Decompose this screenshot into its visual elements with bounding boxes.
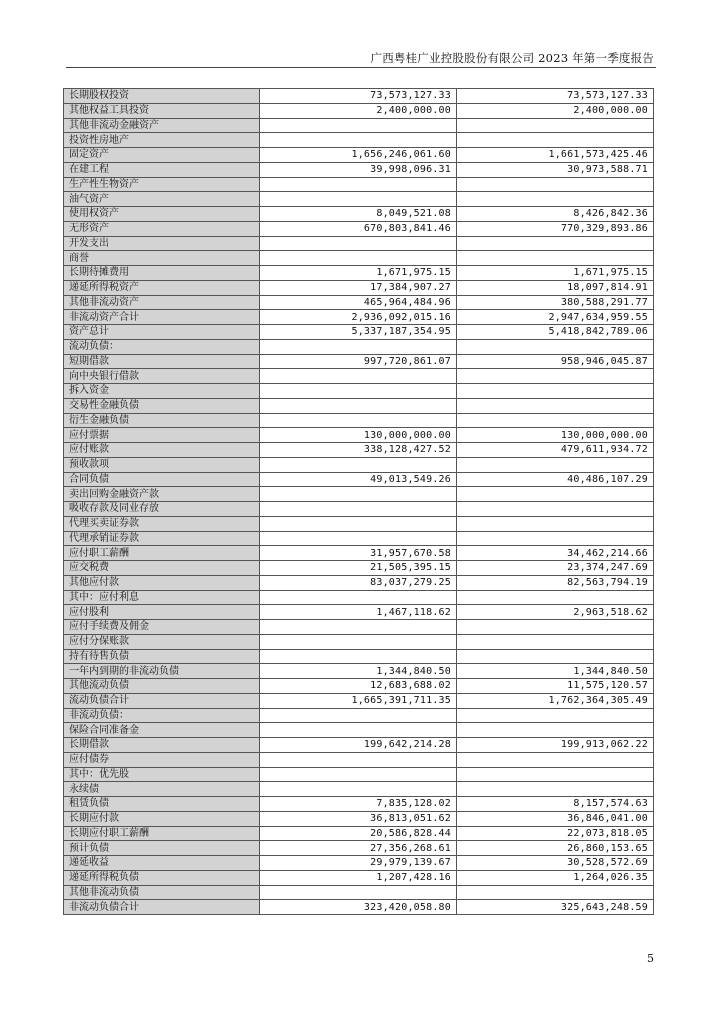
row-label: 其他流动负债	[64, 679, 260, 694]
row-label: 其他应付款	[64, 575, 260, 590]
table-row	[64, 679, 654, 694]
table-row	[64, 103, 654, 118]
prior-period-value	[457, 620, 654, 635]
row-label: 其他非流动金融资产	[64, 118, 260, 133]
row-label: 其他权益工具投资	[64, 103, 260, 118]
row-label: 开发支出	[64, 236, 260, 251]
current-period-value: 465,964,484.96	[260, 295, 457, 310]
table-row	[64, 162, 654, 177]
table-row	[64, 280, 654, 295]
current-period-value: 1,665,391,711.35	[260, 693, 457, 708]
prior-period-value	[457, 118, 654, 133]
current-period-value: 36,813,051.62	[260, 811, 457, 826]
current-period-value	[260, 634, 457, 649]
prior-period-value: 5,418,842,789.06	[457, 325, 654, 340]
row-label: 预收款项	[64, 457, 260, 472]
table-row	[64, 738, 654, 753]
row-label: 递延所得税资产	[64, 280, 260, 295]
table-row	[64, 236, 654, 251]
row-label: 应交税费	[64, 561, 260, 576]
prior-period-value	[457, 634, 654, 649]
prior-period-value: 34,462,214.66	[457, 546, 654, 561]
current-period-value	[260, 177, 457, 192]
table-row	[64, 354, 654, 369]
prior-period-value: 1,762,364,305.49	[457, 693, 654, 708]
prior-period-value: 30,528,572.69	[457, 856, 654, 871]
prior-period-value	[457, 723, 654, 738]
prior-period-value: 479,611,934.72	[457, 443, 654, 458]
prior-period-value: 2,963,518.62	[457, 605, 654, 620]
table-row	[64, 782, 654, 797]
prior-period-value	[457, 531, 654, 546]
row-label: 应付债券	[64, 752, 260, 767]
row-label: 应付职工薪酬	[64, 546, 260, 561]
current-period-value: 2,400,000.00	[260, 103, 457, 118]
prior-period-value	[457, 708, 654, 723]
current-period-value: 83,037,279.25	[260, 575, 457, 590]
row-label: 其中：应付利息	[64, 590, 260, 605]
prior-period-value	[457, 251, 654, 266]
row-label: 交易性金融负债	[64, 398, 260, 413]
current-period-value	[260, 767, 457, 782]
table-row	[64, 148, 654, 163]
current-period-value: 130,000,000.00	[260, 428, 457, 443]
table-row	[64, 826, 654, 841]
table-row	[64, 192, 654, 207]
prior-period-value: 2,947,634,959.55	[457, 310, 654, 325]
table-row	[64, 295, 654, 310]
prior-period-value: 380,588,291.77	[457, 295, 654, 310]
table-row	[64, 693, 654, 708]
table-row	[64, 664, 654, 679]
prior-period-value: 30,973,588.71	[457, 162, 654, 177]
table-row	[64, 561, 654, 576]
prior-period-value	[457, 339, 654, 354]
prior-period-value: 73,573,127.33	[457, 89, 654, 104]
row-label: 短期借款	[64, 354, 260, 369]
prior-period-value: 130,000,000.00	[457, 428, 654, 443]
table-row	[64, 620, 654, 635]
current-period-value	[260, 251, 457, 266]
table-row	[64, 472, 654, 487]
prior-period-value	[457, 413, 654, 428]
row-label: 租赁负债	[64, 797, 260, 812]
table-row	[64, 266, 654, 281]
table-row	[64, 841, 654, 856]
current-period-value: 73,573,127.33	[260, 89, 457, 104]
row-label: 保险合同准备金	[64, 723, 260, 738]
page-number: 5	[647, 952, 654, 965]
table-row	[64, 531, 654, 546]
table-row	[64, 398, 654, 413]
prior-period-value: 1,264,026.35	[457, 870, 654, 885]
current-period-value: 670,803,841.46	[260, 221, 457, 236]
prior-period-value: 18,097,814.91	[457, 280, 654, 295]
prior-period-value: 199,913,062.22	[457, 738, 654, 753]
table-row	[64, 457, 654, 472]
current-period-value	[260, 782, 457, 797]
prior-period-value	[457, 782, 654, 797]
prior-period-value	[457, 133, 654, 148]
prior-period-value	[457, 516, 654, 531]
row-label: 长期应付职工薪酬	[64, 826, 260, 841]
row-label: 油气资产	[64, 192, 260, 207]
table-row	[64, 339, 654, 354]
prior-period-value	[457, 885, 654, 900]
balance-sheet-body	[64, 89, 654, 915]
current-period-value: 997,720,861.07	[260, 354, 457, 369]
row-label: 非流动负债合计	[64, 900, 260, 915]
table-row	[64, 546, 654, 561]
table-row	[64, 251, 654, 266]
table-row	[64, 487, 654, 502]
current-period-value	[260, 723, 457, 738]
row-label: 非流动资产合计	[64, 310, 260, 325]
prior-period-value	[457, 177, 654, 192]
row-label: 应付票据	[64, 428, 260, 443]
current-period-value: 2,936,092,015.16	[260, 310, 457, 325]
row-label: 其他非流动资产	[64, 295, 260, 310]
prior-period-value	[457, 457, 654, 472]
current-period-value: 39,998,096.31	[260, 162, 457, 177]
current-period-value: 21,505,395.15	[260, 561, 457, 576]
prior-period-value	[457, 192, 654, 207]
prior-period-value: 22,073,818.05	[457, 826, 654, 841]
prior-period-value: 23,374,247.69	[457, 561, 654, 576]
table-row	[64, 118, 654, 133]
table-row	[64, 797, 654, 812]
prior-period-value	[457, 487, 654, 502]
row-label: 投资性房地产	[64, 133, 260, 148]
table-row	[64, 502, 654, 517]
row-label: 商誉	[64, 251, 260, 266]
row-label: 固定资产	[64, 148, 260, 163]
current-period-value	[260, 531, 457, 546]
row-label: 在建工程	[64, 162, 260, 177]
table-row	[64, 723, 654, 738]
row-label: 代理承销证券款	[64, 531, 260, 546]
current-period-value: 199,642,214.28	[260, 738, 457, 753]
row-label: 递延所得税负债	[64, 870, 260, 885]
current-period-value	[260, 339, 457, 354]
table-row	[64, 369, 654, 384]
current-period-value	[260, 133, 457, 148]
prior-period-value	[457, 384, 654, 399]
current-period-value: 1,467,118.62	[260, 605, 457, 620]
header-divider	[66, 67, 656, 68]
row-label: 非流动负债：	[64, 708, 260, 723]
current-period-value	[260, 885, 457, 900]
prior-period-value	[457, 752, 654, 767]
current-period-value	[260, 118, 457, 133]
prior-period-value	[457, 369, 654, 384]
prior-period-value: 40,486,107.29	[457, 472, 654, 487]
prior-period-value: 958,946,045.87	[457, 354, 654, 369]
prior-period-value: 8,426,842.36	[457, 207, 654, 222]
row-label: 生产性生物资产	[64, 177, 260, 192]
row-label: 长期借款	[64, 738, 260, 753]
current-period-value: 1,207,428.16	[260, 870, 457, 885]
current-period-value	[260, 398, 457, 413]
row-label: 衍生金融负债	[64, 413, 260, 428]
current-period-value: 7,835,128.02	[260, 797, 457, 812]
current-period-value	[260, 457, 457, 472]
current-period-value	[260, 369, 457, 384]
current-period-value: 17,384,907.27	[260, 280, 457, 295]
row-label: 应付手续费及佣金	[64, 620, 260, 635]
row-label: 卖出回购金融资产款	[64, 487, 260, 502]
row-label: 拆入资金	[64, 384, 260, 399]
table-row	[64, 207, 654, 222]
prior-period-value	[457, 502, 654, 517]
row-label: 流动负债合计	[64, 693, 260, 708]
current-period-value	[260, 413, 457, 428]
current-period-value	[260, 590, 457, 605]
table-row	[64, 752, 654, 767]
row-label: 长期应付款	[64, 811, 260, 826]
row-label: 使用权资产	[64, 207, 260, 222]
current-period-value: 1,656,246,061.60	[260, 148, 457, 163]
report-header: 广西粤桂广业控股股份有限公司 2023 年第一季度报告	[370, 51, 654, 65]
prior-period-value: 8,157,574.63	[457, 797, 654, 812]
current-period-value: 31,957,670.58	[260, 546, 457, 561]
current-period-value	[260, 752, 457, 767]
prior-period-value	[457, 767, 654, 782]
balance-sheet-table	[63, 88, 654, 915]
row-label: 应付账款	[64, 443, 260, 458]
table-row	[64, 310, 654, 325]
table-row	[64, 133, 654, 148]
prior-period-value: 36,846,041.00	[457, 811, 654, 826]
table-row	[64, 605, 654, 620]
table-row	[64, 575, 654, 590]
table-row	[64, 767, 654, 782]
current-period-value	[260, 384, 457, 399]
table-row	[64, 177, 654, 192]
prior-period-value: 26,860,153.65	[457, 841, 654, 856]
row-label: 其中：优先股	[64, 767, 260, 782]
row-label: 向中央银行借款	[64, 369, 260, 384]
current-period-value	[260, 649, 457, 664]
row-label: 应付分保账款	[64, 634, 260, 649]
prior-period-value: 770,329,893.86	[457, 221, 654, 236]
prior-period-value	[457, 398, 654, 413]
current-period-value: 29,979,139.67	[260, 856, 457, 871]
current-period-value: 338,128,427.52	[260, 443, 457, 458]
table-row	[64, 634, 654, 649]
table-row	[64, 443, 654, 458]
row-label: 吸收存款及同业存放	[64, 502, 260, 517]
current-period-value	[260, 620, 457, 635]
row-label: 递延收益	[64, 856, 260, 871]
current-period-value	[260, 236, 457, 251]
row-label: 代理买卖证券款	[64, 516, 260, 531]
table-row	[64, 811, 654, 826]
current-period-value	[260, 502, 457, 517]
prior-period-value: 1,671,975.15	[457, 266, 654, 281]
prior-period-value	[457, 236, 654, 251]
table-row	[64, 870, 654, 885]
row-label: 持有待售负债	[64, 649, 260, 664]
current-period-value: 5,337,187,354.95	[260, 325, 457, 340]
prior-period-value: 325,643,248.59	[457, 900, 654, 915]
prior-period-value: 2,400,000.00	[457, 103, 654, 118]
current-period-value	[260, 487, 457, 502]
table-row	[64, 428, 654, 443]
current-period-value	[260, 192, 457, 207]
table-row	[64, 413, 654, 428]
table-row	[64, 590, 654, 605]
prior-period-value	[457, 649, 654, 664]
current-period-value: 1,344,840.50	[260, 664, 457, 679]
row-label: 合同负债	[64, 472, 260, 487]
row-label: 长期股权投资	[64, 89, 260, 104]
row-label: 长期待摊费用	[64, 266, 260, 281]
prior-period-value: 82,563,794.19	[457, 575, 654, 590]
table-row	[64, 89, 654, 104]
current-period-value: 323,420,058.80	[260, 900, 457, 915]
prior-period-value: 1,344,840.50	[457, 664, 654, 679]
row-label: 应付股利	[64, 605, 260, 620]
current-period-value	[260, 516, 457, 531]
current-period-value: 1,671,975.15	[260, 266, 457, 281]
table-row	[64, 649, 654, 664]
prior-period-value: 1,661,573,425.46	[457, 148, 654, 163]
table-row	[64, 221, 654, 236]
current-period-value	[260, 708, 457, 723]
table-row	[64, 900, 654, 915]
table-row	[64, 325, 654, 340]
current-period-value: 27,356,268.61	[260, 841, 457, 856]
row-label: 预计负债	[64, 841, 260, 856]
row-label: 永续债	[64, 782, 260, 797]
row-label: 无形资产	[64, 221, 260, 236]
table-row	[64, 384, 654, 399]
row-label: 资产总计	[64, 325, 260, 340]
table-row	[64, 708, 654, 723]
table-row	[64, 885, 654, 900]
current-period-value: 20,586,828.44	[260, 826, 457, 841]
row-label: 一年内到期的非流动负债	[64, 664, 260, 679]
prior-period-value: 11,575,120.57	[457, 679, 654, 694]
current-period-value: 12,683,688.02	[260, 679, 457, 694]
current-period-value: 49,013,549.26	[260, 472, 457, 487]
current-period-value: 8,049,521.08	[260, 207, 457, 222]
row-label: 其他非流动负债	[64, 885, 260, 900]
table-row	[64, 516, 654, 531]
row-label: 流动负债：	[64, 339, 260, 354]
table-row	[64, 856, 654, 871]
prior-period-value	[457, 590, 654, 605]
